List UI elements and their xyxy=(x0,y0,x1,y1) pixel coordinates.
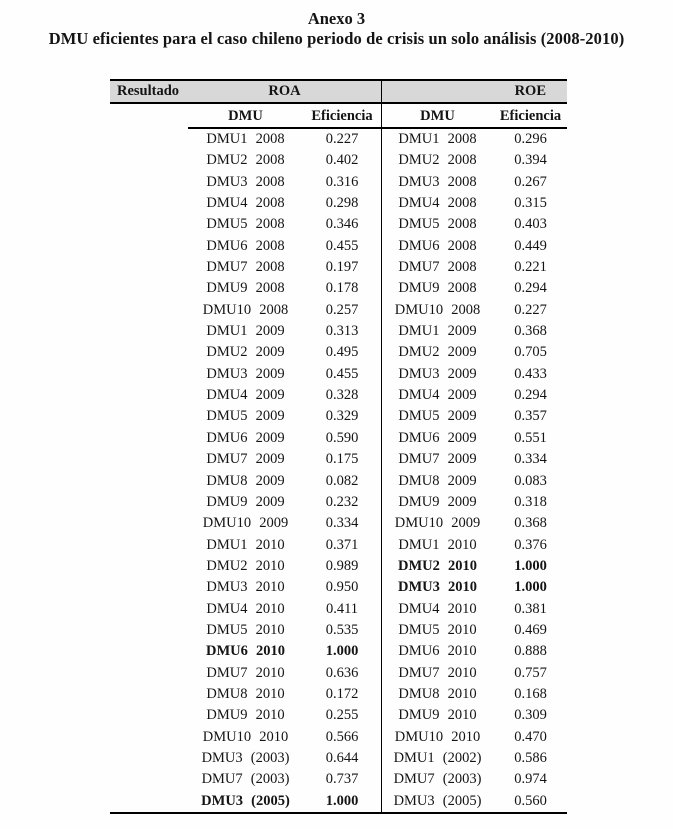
roe-eficiencia-cell: 0.334 xyxy=(514,451,547,468)
roa-dmu-cell: DMU1 2009 xyxy=(206,323,285,340)
roe-eficiencia-cell: 0.586 xyxy=(514,749,547,766)
header-roe: ROE xyxy=(514,83,546,99)
table-row xyxy=(110,492,567,513)
table-row xyxy=(110,300,567,321)
roa-eficiencia-cell: 0.175 xyxy=(325,451,359,468)
table-row xyxy=(110,342,567,363)
roe-eficiencia-cell: 0.083 xyxy=(514,472,547,489)
roe-dmu-cell: DMU5 2010 xyxy=(398,621,477,638)
roe-eficiencia-cell: 0.376 xyxy=(514,536,547,553)
table-row xyxy=(110,214,567,235)
roa-eficiencia-cell: 1.000 xyxy=(325,643,359,660)
subheader-roa-eficiencia: Eficiencia xyxy=(311,108,373,124)
roa-eficiencia-cell: 0.535 xyxy=(325,621,359,638)
table-row xyxy=(110,556,567,577)
roa-eficiencia-cell: 0.255 xyxy=(325,707,359,724)
roa-dmu-cell: DMU5 2010 xyxy=(206,621,285,638)
resultado-cell xyxy=(110,556,188,577)
roa-dmu-cell: DMU1 2008 xyxy=(206,131,285,147)
roa-dmu-cell: DMU7 2009 xyxy=(206,451,285,468)
roa-eficiencia-cell: 0.455 xyxy=(325,365,359,382)
roa-eficiencia-cell: 0.346 xyxy=(325,216,359,233)
roa-dmu-cell: DMU10 2010 xyxy=(202,728,289,745)
roa-dmu-cell: DMU1 2010 xyxy=(206,536,285,553)
resultado-cell xyxy=(110,599,188,620)
table-row xyxy=(110,257,567,278)
roe-eficiencia-cell: 0.368 xyxy=(514,515,547,532)
roe-eficiencia-cell: 0.469 xyxy=(514,621,547,638)
table-row xyxy=(110,278,567,299)
roa-dmu-cell: DMU3 2008 xyxy=(206,173,285,190)
resultado-cell xyxy=(110,471,188,492)
roe-eficiencia-cell: 0.403 xyxy=(514,216,547,233)
table-subheader-row xyxy=(110,104,567,129)
resultado-cell xyxy=(110,278,188,299)
roa-dmu-cell: DMU7 2008 xyxy=(206,259,285,276)
resultado-cell xyxy=(110,620,188,641)
roa-eficiencia-cell: 0.402 xyxy=(325,152,359,169)
roe-dmu-cell: DMU2 2010 xyxy=(397,557,477,574)
roa-dmu-cell: DMU9 2010 xyxy=(206,707,285,724)
roa-dmu-cell: DMU5 2009 xyxy=(206,408,285,425)
roe-eficiencia-cell: 0.357 xyxy=(514,408,547,425)
roa-eficiencia-cell: 0.257 xyxy=(325,301,359,318)
roa-eficiencia-cell: 0.178 xyxy=(325,280,359,297)
roe-eficiencia-cell: 1.000 xyxy=(514,579,547,596)
resultado-cell xyxy=(110,492,188,513)
roa-dmu-cell: DMU8 2009 xyxy=(206,472,285,489)
roa-eficiencia-cell: 1.000 xyxy=(325,792,359,809)
resultado-cell xyxy=(110,684,188,705)
resultado-cell xyxy=(110,577,188,598)
roe-eficiencia-cell: 0.470 xyxy=(514,728,547,745)
roe-dmu-cell: DMU3 2010 xyxy=(397,579,477,596)
resultado-cell xyxy=(110,449,188,470)
roe-dmu-cell: DMU9 2010 xyxy=(398,707,477,724)
roe-dmu-cell: DMU10 2009 xyxy=(394,515,481,532)
roe-eficiencia-cell: 0.757 xyxy=(514,664,547,681)
roe-dmu-cell: DMU7 2010 xyxy=(398,664,477,681)
resultado-cell xyxy=(110,748,188,769)
roa-dmu-cell: DMU9 2008 xyxy=(206,280,285,297)
roa-dmu-cell: DMU2 2010 xyxy=(206,557,285,574)
roe-eficiencia-cell: 0.168 xyxy=(514,685,547,702)
roe-dmu-cell: DMU1 2009 xyxy=(398,323,477,340)
roe-dmu-cell: DMU7 (2003) xyxy=(393,771,482,788)
roe-dmu-cell: DMU2 2008 xyxy=(398,152,477,169)
roe-dmu-cell: DMU4 2009 xyxy=(398,387,477,404)
roa-eficiencia-cell: 0.313 xyxy=(325,323,359,340)
roa-dmu-cell: DMU7 2010 xyxy=(206,664,285,681)
roe-eficiencia-cell: 0.705 xyxy=(514,344,547,361)
table-header-row xyxy=(110,79,567,104)
roa-eficiencia-cell: 0.590 xyxy=(325,429,359,446)
table-row xyxy=(110,791,567,812)
roe-dmu-cell: DMU4 2010 xyxy=(398,600,477,617)
roa-eficiencia-cell: 0.172 xyxy=(325,685,359,702)
table-row xyxy=(110,193,567,214)
roe-dmu-cell: DMU1 2008 xyxy=(398,131,477,147)
roe-dmu-cell: DMU10 2008 xyxy=(394,301,481,318)
roa-eficiencia-cell: 0.298 xyxy=(325,195,359,212)
roe-dmu-cell: DMU4 2008 xyxy=(398,195,477,212)
roa-dmu-cell: DMU5 2008 xyxy=(206,216,285,233)
resultado-cell xyxy=(110,705,188,726)
table-row xyxy=(110,620,567,641)
resultado-cell xyxy=(110,769,188,790)
roa-eficiencia-cell: 0.082 xyxy=(325,472,359,489)
roe-dmu-cell: DMU6 2008 xyxy=(398,237,477,254)
roa-dmu-cell: DMU3 (2003) xyxy=(201,749,290,766)
roa-eficiencia-cell: 0.197 xyxy=(325,259,359,276)
roa-eficiencia-cell: 0.989 xyxy=(325,557,359,574)
roe-dmu-cell: DMU5 2008 xyxy=(398,216,477,233)
roa-dmu-cell: DMU2 2009 xyxy=(206,344,285,361)
roe-eficiencia-cell: 0.433 xyxy=(514,365,547,382)
roe-eficiencia-cell: 0.267 xyxy=(514,173,547,190)
roa-dmu-cell: DMU8 2010 xyxy=(206,685,285,702)
resultado-cell xyxy=(110,791,188,812)
table-row xyxy=(110,321,567,342)
header-roa: ROA xyxy=(268,83,301,99)
roa-dmu-cell: DMU4 2010 xyxy=(206,600,285,617)
resultado-cell xyxy=(110,364,188,385)
roe-eficiencia-cell: 0.227 xyxy=(514,301,547,318)
resultado-cell xyxy=(110,321,188,342)
resultado-cell xyxy=(110,428,188,449)
roa-eficiencia-cell: 0.636 xyxy=(325,664,359,681)
roe-eficiencia-cell: 0.315 xyxy=(514,195,547,212)
roa-dmu-cell: DMU6 2010 xyxy=(205,643,285,660)
table-row xyxy=(110,428,567,449)
resultado-cell xyxy=(110,385,188,406)
table-row xyxy=(110,406,567,427)
table-row xyxy=(110,236,567,257)
subheader-roe-eficiencia: Eficiencia xyxy=(499,108,562,124)
resultado-cell xyxy=(110,641,188,662)
table-row xyxy=(110,535,567,556)
roe-dmu-cell: DMU9 2009 xyxy=(398,493,477,510)
resultado-cell xyxy=(110,406,188,427)
roe-dmu-cell: DMU8 2009 xyxy=(398,472,477,489)
table-row xyxy=(110,748,567,769)
roa-dmu-cell: DMU10 2009 xyxy=(202,515,289,532)
roa-eficiencia-cell: 0.495 xyxy=(325,344,359,361)
subheader-spacer xyxy=(110,104,188,129)
roe-dmu-cell: DMU2 2009 xyxy=(398,344,477,361)
roa-dmu-cell: DMU2 2008 xyxy=(206,152,285,169)
resultado-cell xyxy=(110,129,188,150)
roe-eficiencia-cell: 0.888 xyxy=(514,643,547,660)
table-row xyxy=(110,684,567,705)
roa-dmu-cell: DMU3 2010 xyxy=(206,579,285,596)
resultado-cell xyxy=(110,300,188,321)
roa-dmu-cell: DMU6 2009 xyxy=(206,429,285,446)
roa-eficiencia-cell: 0.329 xyxy=(325,408,359,425)
roe-eficiencia-cell: 0.560 xyxy=(514,792,547,809)
subheader-roa-dmu: DMU xyxy=(228,108,263,124)
roe-eficiencia-cell: 0.221 xyxy=(514,259,547,276)
roa-eficiencia-cell: 0.227 xyxy=(325,131,359,147)
table-body xyxy=(110,129,567,812)
table-row xyxy=(110,705,567,726)
roe-eficiencia-cell: 0.294 xyxy=(514,387,547,404)
roe-dmu-cell: DMU7 2008 xyxy=(398,259,477,276)
roe-dmu-cell: DMU10 2010 xyxy=(394,728,481,745)
table-row xyxy=(110,599,567,620)
roe-eficiencia-cell: 0.368 xyxy=(514,323,547,340)
resultado-cell xyxy=(110,513,188,534)
roe-eficiencia-cell: 0.551 xyxy=(514,429,547,446)
roe-eficiencia-cell: 0.294 xyxy=(514,280,547,297)
resultado-cell xyxy=(110,150,188,171)
table-row xyxy=(110,449,567,470)
table-row xyxy=(110,385,567,406)
roa-eficiencia-cell: 0.334 xyxy=(325,515,359,532)
roe-eficiencia-cell: 0.309 xyxy=(514,707,547,724)
roa-eficiencia-cell: 0.232 xyxy=(325,493,359,510)
table-row xyxy=(110,471,567,492)
resultado-cell xyxy=(110,535,188,556)
roa-eficiencia-cell: 0.411 xyxy=(325,600,359,617)
roa-eficiencia-cell: 0.316 xyxy=(325,173,359,190)
roa-dmu-cell: DMU3 (2005) xyxy=(201,792,290,809)
resultado-cell xyxy=(110,236,188,257)
table-row xyxy=(110,129,567,150)
table-row xyxy=(110,727,567,748)
table-row xyxy=(110,172,567,193)
roa-dmu-cell: DMU3 2009 xyxy=(206,365,285,382)
roa-dmu-cell: DMU4 2009 xyxy=(206,387,285,404)
subheader-roe-dmu: DMU xyxy=(420,108,455,124)
roe-eficiencia-cell: 0.449 xyxy=(514,237,547,254)
roe-dmu-cell: DMU3 2009 xyxy=(398,365,477,382)
roa-dmu-cell: DMU6 2008 xyxy=(206,237,285,254)
roe-dmu-cell: DMU9 2008 xyxy=(398,280,477,297)
roe-dmu-cell: DMU6 2010 xyxy=(398,643,477,660)
table-row xyxy=(110,663,567,684)
roe-dmu-cell: DMU6 2009 xyxy=(398,429,477,446)
roe-eficiencia-cell: 0.318 xyxy=(514,493,547,510)
roa-dmu-cell: DMU10 2008 xyxy=(202,301,289,318)
roa-dmu-cell: DMU9 2009 xyxy=(206,493,285,510)
roe-eficiencia-cell: 1.000 xyxy=(514,557,547,574)
table-row xyxy=(110,769,567,790)
roa-eficiencia-cell: 0.950 xyxy=(325,579,359,596)
roa-eficiencia-cell: 0.371 xyxy=(325,536,359,553)
annex-title: Anexo 3 xyxy=(307,9,366,28)
table-row xyxy=(110,577,567,598)
roe-eficiencia-cell: 0.394 xyxy=(514,152,547,169)
roe-eficiencia-cell: 0.296 xyxy=(514,131,547,147)
roa-eficiencia-cell: 0.566 xyxy=(325,728,359,745)
resultado-cell xyxy=(110,172,188,193)
roa-dmu-cell: DMU4 2008 xyxy=(206,195,285,212)
resultado-cell xyxy=(110,257,188,278)
roe-dmu-cell: DMU5 2009 xyxy=(398,408,477,425)
roa-dmu-cell: DMU7 (2003) xyxy=(201,771,290,788)
roa-eficiencia-cell: 0.328 xyxy=(325,387,359,404)
roa-eficiencia-cell: 0.455 xyxy=(325,237,359,254)
table-row xyxy=(110,641,567,662)
roe-dmu-cell: DMU1 (2002) xyxy=(393,749,482,766)
table-row xyxy=(110,513,567,534)
resultado-cell xyxy=(110,193,188,214)
table-caption: DMU eficientes para el caso chileno periodo de crisis un solo análisis (2008-2010) xyxy=(48,29,625,48)
efficiency-table xyxy=(110,79,567,814)
roe-eficiencia-cell: 0.381 xyxy=(514,600,547,617)
resultado-cell xyxy=(110,663,188,684)
roe-dmu-cell: DMU7 2009 xyxy=(398,451,477,468)
table-row xyxy=(110,364,567,385)
resultado-cell xyxy=(110,214,188,235)
resultado-cell xyxy=(110,342,188,363)
roa-eficiencia-cell: 0.737 xyxy=(325,771,359,788)
table-row xyxy=(110,150,567,171)
resultado-cell xyxy=(110,727,188,748)
roe-dmu-cell: DMU1 2010 xyxy=(398,536,477,553)
roa-eficiencia-cell: 0.644 xyxy=(325,749,359,766)
roa-roe-divider xyxy=(381,79,383,812)
roe-dmu-cell: DMU3 2008 xyxy=(398,173,477,190)
roe-dmu-cell: DMU8 2010 xyxy=(398,685,477,702)
header-resultado: Resultado xyxy=(117,83,180,99)
roe-dmu-cell: DMU3 (2005) xyxy=(393,792,482,809)
roe-eficiencia-cell: 0.974 xyxy=(514,771,547,788)
